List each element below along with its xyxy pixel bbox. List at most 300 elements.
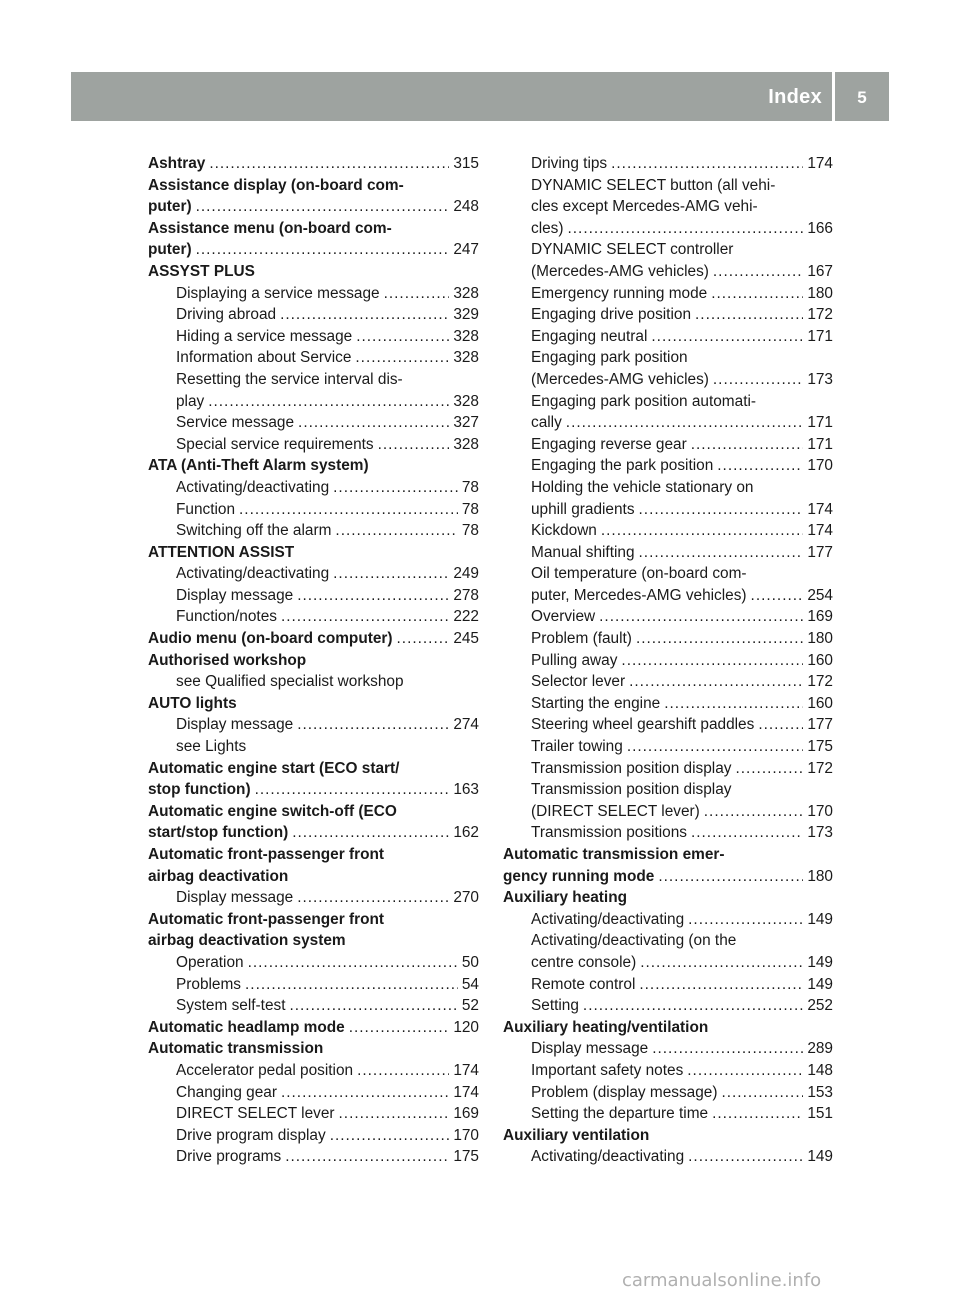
index-entry	[148, 1082, 479, 1104]
index-entry	[148, 477, 479, 499]
page-reference[interactable]: 174	[807, 155, 833, 172]
dot-leader	[751, 585, 804, 607]
index-entry	[503, 499, 833, 521]
dot-leader	[196, 196, 450, 218]
index-entry	[148, 218, 479, 240]
index-entry	[148, 347, 479, 369]
index-entry	[148, 714, 479, 736]
page-reference[interactable]: 120	[453, 1018, 479, 1036]
index-entry	[503, 520, 833, 542]
index-entry-text: Selector lever	[531, 673, 626, 691]
page-reference[interactable]: 177	[807, 716, 833, 734]
page-reference[interactable]: 328	[453, 349, 479, 367]
page-reference[interactable]: 248	[453, 198, 479, 216]
page-reference[interactable]: 172	[807, 673, 833, 691]
index-entry	[503, 542, 833, 564]
index-entry-text: cles)	[531, 219, 564, 237]
page-reference[interactable]: 170	[807, 802, 833, 820]
dot-leader	[717, 455, 803, 477]
index-entry	[148, 542, 479, 564]
index-entry-text: (DIRECT SELECT lever)	[531, 802, 700, 820]
index-entry-text: Engaging reverse gear	[531, 435, 687, 453]
index-entry	[148, 585, 479, 607]
dot-leader	[651, 326, 803, 348]
dot-leader	[255, 779, 450, 801]
page-reference[interactable]: 249	[453, 565, 479, 583]
index-entry-text: uphill gradients	[531, 500, 635, 518]
dot-leader	[658, 866, 803, 888]
dot-leader	[688, 1146, 803, 1168]
dot-leader	[652, 1038, 803, 1060]
page-number: 5	[857, 88, 867, 107]
index-entry-text: Information about Service	[176, 349, 352, 367]
page-reference[interactable]: 78	[461, 478, 479, 496]
index-entry	[503, 650, 833, 672]
page-reference[interactable]: 177	[807, 543, 833, 561]
dot-leader	[691, 822, 803, 844]
index-entry-text: System self-test	[176, 997, 286, 1015]
index-entry	[148, 606, 479, 628]
index-entry	[148, 434, 479, 456]
index-entry-text: Steering wheel gearshift paddles	[531, 716, 755, 734]
page-reference[interactable]: 151	[807, 1105, 833, 1123]
index-entry-text: Remote control	[531, 975, 636, 993]
index-entry	[503, 239, 833, 261]
page-reference[interactable]: 245	[453, 630, 479, 648]
dot-leader	[611, 153, 803, 175]
page-reference[interactable]: 171	[807, 327, 833, 345]
index-entry	[148, 455, 479, 477]
page-reference[interactable]: 160	[807, 651, 833, 669]
index-entry-text: Engaging neutral	[531, 327, 648, 345]
index-entry	[148, 239, 479, 261]
page-reference[interactable]: 327	[453, 414, 479, 432]
index-entry	[148, 175, 479, 197]
page-reference[interactable]: 160	[807, 694, 833, 712]
index-entry	[148, 866, 479, 888]
index-entry-text: Audio menu (on-board computer)	[148, 630, 393, 648]
index-entry	[503, 1125, 833, 1147]
index-column-right	[503, 153, 833, 1168]
index-entry-text: Starting the engine	[531, 694, 661, 712]
index-entry	[148, 369, 479, 391]
index-entry-text: puter)	[148, 198, 192, 216]
index-entry	[503, 952, 833, 974]
index-entry	[503, 1060, 833, 1082]
index-entry	[148, 628, 479, 650]
page-reference[interactable]: 163	[453, 781, 479, 799]
index-entry	[148, 304, 479, 326]
index-entry	[503, 671, 833, 693]
index-entry	[503, 887, 833, 909]
index-entry	[148, 261, 479, 283]
index-entry	[503, 347, 833, 369]
index-entry	[503, 866, 833, 888]
index-entry	[503, 412, 833, 434]
index-entry-text: Switching off the alarm	[176, 522, 332, 540]
index-entry	[503, 391, 833, 413]
index-entry-text: Engaging drive position	[531, 306, 692, 324]
dot-leader	[627, 736, 804, 758]
page-title: Index	[768, 86, 822, 108]
index-entry-text: Display message	[531, 1040, 649, 1058]
dot-leader	[639, 499, 804, 521]
index-entry-text: stop function)	[148, 781, 251, 799]
dot-leader	[356, 326, 449, 348]
index-entry-text: Activating/deactivating	[531, 910, 685, 928]
index-entry	[148, 1060, 479, 1082]
index-entry	[503, 1103, 833, 1125]
page-reference[interactable]: 328	[453, 435, 479, 453]
index-entry-text: Transmission position display	[531, 759, 732, 777]
index-entry-text: Display message	[176, 889, 294, 907]
index-entry-text: Transmission positions	[531, 824, 687, 842]
index-entry	[148, 736, 479, 758]
page-reference[interactable]: 50	[461, 953, 479, 971]
index-entry-text: Problem (fault)	[531, 630, 632, 648]
index-entry	[503, 1146, 833, 1168]
index-entry	[503, 714, 833, 736]
index-entry-text: Operation	[176, 953, 244, 971]
index-entry	[503, 1038, 833, 1060]
dot-leader	[688, 909, 803, 931]
index-entry-text: Pulling away	[531, 651, 618, 669]
dot-leader	[566, 412, 804, 434]
page-reference[interactable]: 173	[807, 824, 833, 842]
index-entry	[503, 779, 833, 801]
dot-leader	[281, 606, 449, 628]
index-entry-text: Function	[176, 500, 236, 518]
index-entry	[503, 930, 833, 952]
index-entry-text: Activating/deactivating	[176, 565, 330, 583]
index-entry	[148, 1017, 479, 1039]
index-entry-text: Automatic front-passenger front	[148, 846, 384, 863]
dot-leader	[640, 952, 803, 974]
page-reference[interactable]: 78	[461, 522, 479, 540]
index-entry	[503, 283, 833, 305]
index-entry	[148, 1103, 479, 1125]
index-entry-text: Activating/deactivating (on the	[531, 932, 737, 950]
index-entry	[148, 153, 479, 175]
page-reference[interactable]: 149	[807, 975, 833, 993]
index-entry-text: Automatic engine start (ECO start/	[148, 759, 400, 777]
index-entry	[503, 261, 833, 283]
page-reference[interactable]: 169	[807, 608, 833, 626]
dot-leader	[297, 714, 449, 736]
dot-leader	[378, 434, 450, 456]
index-entry-text: play	[176, 392, 205, 410]
dot-leader	[664, 693, 803, 715]
page-reference[interactable]: 174	[807, 500, 833, 518]
dot-leader	[621, 650, 803, 672]
dot-leader	[599, 606, 803, 628]
page-reference[interactable]: 149	[807, 1148, 833, 1166]
index-entry-text: Accelerator pedal position	[176, 1061, 354, 1079]
index-entry	[148, 995, 479, 1017]
index-entry	[148, 412, 479, 434]
index-entry-text: Function/notes	[176, 608, 277, 626]
page-reference[interactable]: 329	[453, 306, 479, 324]
index-entry-text: Kickdown	[531, 522, 597, 540]
page-reference[interactable]: 254	[807, 586, 833, 604]
index-entry	[503, 153, 833, 175]
index-entry	[148, 974, 479, 996]
dot-leader	[713, 369, 803, 391]
dot-leader	[639, 542, 804, 564]
index-entry	[148, 887, 479, 909]
index-entry	[503, 693, 833, 715]
index-entry-text: Changing gear	[176, 1083, 277, 1101]
dot-leader	[735, 758, 803, 780]
index-entry-text: see Lights	[176, 738, 247, 756]
index-entry-text: Display message	[176, 586, 294, 604]
index-entry	[148, 563, 479, 585]
dot-leader	[298, 412, 449, 434]
index-entry-text: see Qualified specialist workshop	[176, 673, 404, 691]
dot-leader	[687, 1060, 803, 1082]
page-reference[interactable]: 252	[807, 997, 833, 1015]
dot-leader	[583, 995, 803, 1017]
index-entry-text: Oil temperature (on-board com-	[531, 565, 747, 583]
index-entry	[148, 196, 479, 218]
index-entry	[148, 1038, 479, 1060]
page-reference[interactable]: 328	[453, 392, 479, 410]
index-entry-text: Display message	[176, 716, 294, 734]
index-entry	[503, 218, 833, 240]
index-entry-text: Engaging park position	[531, 349, 688, 367]
page-reference[interactable]: 170	[453, 1126, 479, 1144]
dot-leader	[335, 520, 457, 542]
page-reference[interactable]: 270	[453, 889, 479, 907]
index-column-left	[148, 153, 479, 1168]
dot-leader	[712, 1103, 803, 1125]
index-entry-text: Driving abroad	[176, 306, 277, 324]
page-reference[interactable]: 172	[807, 759, 833, 777]
index-entry	[503, 909, 833, 931]
page-reference[interactable]: 174	[453, 1061, 479, 1079]
page-reference[interactable]: 169	[453, 1105, 479, 1123]
page-reference[interactable]: 148	[807, 1061, 833, 1079]
index-entry-text: cally	[531, 414, 562, 432]
index-entry-text: Hiding a service message	[176, 327, 353, 345]
index-entry-text: puter, Mercedes-AMG vehicles)	[531, 586, 747, 604]
dot-leader	[281, 1082, 449, 1104]
page-reference[interactable]: 222	[453, 608, 479, 626]
index-entry	[148, 779, 479, 801]
index-entry-text: DYNAMIC SELECT button (all vehi-	[531, 176, 776, 194]
dot-leader	[357, 1060, 449, 1082]
index-entry	[503, 801, 833, 823]
index-entry-text: Important safety notes	[531, 1061, 684, 1079]
index-entry-text: Displaying a service message	[176, 284, 380, 302]
index-entry	[148, 1125, 479, 1147]
dot-leader	[639, 974, 803, 996]
page-reference[interactable]: 171	[807, 414, 833, 432]
index-entry-text: start/stop function)	[148, 824, 289, 842]
page-reference[interactable]: 162	[453, 824, 479, 842]
index-entry-text: Engaging park position automati-	[531, 392, 757, 410]
index-entry-text: Authorised workshop	[148, 651, 307, 669]
dot-leader	[339, 1103, 450, 1125]
index-entry	[503, 304, 833, 326]
index-entry-text: Automatic transmission emer-	[503, 846, 725, 863]
dot-leader	[248, 952, 458, 974]
page-reference[interactable]: 171	[807, 435, 833, 453]
index-entry-text: DIRECT SELECT lever	[176, 1105, 335, 1123]
page-reference[interactable]: 180	[807, 284, 833, 302]
index-entry-text: Automatic engine switch-off (ECO	[148, 802, 397, 820]
dot-leader	[292, 822, 449, 844]
page-reference[interactable]: 149	[807, 953, 833, 971]
page-reference[interactable]: 175	[453, 1148, 479, 1166]
index-entry-text: Setting the departure time	[531, 1105, 709, 1123]
index-entry-text: Problems	[176, 975, 242, 993]
index-entry-text: Trailer towing	[531, 738, 623, 756]
page-reference[interactable]: 170	[807, 457, 833, 475]
page-reference[interactable]: 328	[453, 284, 479, 302]
index-entry-text: Assistance display (on-board com-	[148, 176, 404, 194]
index-entry-text: airbag deactivation	[148, 867, 289, 885]
index-entry	[148, 844, 479, 866]
index-entry-text: Service message	[176, 414, 295, 432]
index-entry	[503, 585, 833, 607]
dot-leader	[245, 974, 458, 996]
index-entry-text: ASSYST PLUS	[148, 262, 255, 280]
index-entry-text: Driving tips	[531, 155, 608, 172]
dot-leader	[297, 585, 449, 607]
dot-leader	[691, 434, 804, 456]
index-entry	[503, 822, 833, 844]
header-bar	[71, 72, 889, 121]
index-entry-text: Special service requirements	[176, 435, 374, 453]
dot-leader	[330, 1125, 450, 1147]
page-reference[interactable]: 328	[453, 327, 479, 345]
page-reference[interactable]: 149	[807, 910, 833, 928]
page-reference[interactable]: 180	[807, 867, 833, 885]
page-reference[interactable]: 174	[807, 522, 833, 540]
dot-leader	[349, 1017, 450, 1039]
page-reference[interactable]: 172	[807, 306, 833, 324]
page-reference[interactable]: 54	[461, 975, 479, 993]
index-entry-text: Transmission position display	[531, 781, 732, 799]
index-entry-text: Setting	[531, 997, 579, 1015]
index-entry	[503, 844, 833, 866]
index-entry	[503, 628, 833, 650]
index-entry	[148, 650, 479, 672]
page-reference[interactable]: 78	[461, 500, 479, 518]
page-reference[interactable]: 167	[807, 262, 833, 280]
page-reference[interactable]: 274	[453, 716, 479, 734]
index-entry-text: Ashtray	[148, 155, 206, 172]
dot-leader	[704, 801, 804, 823]
page-reference[interactable]: 173	[807, 370, 833, 388]
page-reference[interactable]: 174	[453, 1083, 479, 1101]
index-entry-text: Holding the vehicle stationary on	[531, 478, 754, 496]
dot-leader	[333, 477, 458, 499]
index-entry	[503, 196, 833, 218]
index-entry-text: Activating/deactivating	[176, 478, 330, 496]
index-entry	[503, 477, 833, 499]
dot-leader	[711, 283, 803, 305]
page-reference[interactable]: 289	[807, 1040, 833, 1058]
dot-leader	[285, 1146, 449, 1168]
dot-leader	[713, 261, 803, 283]
index-entry	[148, 693, 479, 715]
dot-leader	[721, 1082, 803, 1104]
page-reference[interactable]: 153	[807, 1083, 833, 1101]
index-entry	[503, 369, 833, 391]
page-reference[interactable]: 52	[461, 997, 479, 1015]
index-entry-text: Overview	[531, 608, 596, 626]
index-entry	[503, 1017, 833, 1039]
index-entry-text: Resetting the service interval dis-	[176, 370, 403, 388]
index-entry	[503, 326, 833, 348]
page-reference[interactable]: 278	[453, 586, 479, 604]
index-entry	[148, 326, 479, 348]
page-reference[interactable]: 315	[453, 155, 479, 172]
index-entry-text: ATA (Anti-Theft Alarm system)	[148, 457, 369, 475]
index-entry	[148, 499, 479, 521]
watermark: carmanualsonline.info	[622, 1270, 822, 1291]
index-entry-text: Drive program display	[176, 1126, 326, 1144]
index-entry	[503, 455, 833, 477]
index-entry	[148, 520, 479, 542]
dot-leader	[289, 995, 457, 1017]
index-entry	[503, 606, 833, 628]
index-entry-text: airbag deactivation system	[148, 932, 346, 950]
index-entry-text: Automatic headlamp mode	[148, 1018, 345, 1036]
index-entry-text: ATTENTION ASSIST	[148, 543, 295, 561]
dot-leader	[208, 391, 449, 413]
page-reference[interactable]: 180	[807, 630, 833, 648]
index-entry-text: Auxiliary heating/ventilation	[503, 1018, 709, 1036]
index-entry-text: Assistance menu (on-board com-	[148, 219, 392, 237]
index-entry-text: DYNAMIC SELECT controller	[531, 241, 734, 259]
index-entry	[148, 758, 479, 780]
page-reference[interactable]: 175	[807, 738, 833, 756]
page-reference[interactable]: 166	[807, 219, 833, 237]
dot-leader	[629, 671, 803, 693]
index-entry-text: (Mercedes-AMG vehicles)	[531, 262, 709, 280]
page-reference[interactable]: 247	[453, 241, 479, 259]
index-entry	[148, 909, 479, 931]
index-entry	[503, 175, 833, 197]
dot-leader	[601, 520, 803, 542]
index-entry	[148, 801, 479, 823]
index-entry-text: (Mercedes-AMG vehicles)	[531, 370, 709, 388]
index-entry	[503, 974, 833, 996]
index-entry	[148, 1146, 479, 1168]
index-entry	[148, 930, 479, 952]
dot-leader	[397, 628, 450, 650]
index-entry	[503, 563, 833, 585]
dot-leader	[297, 887, 449, 909]
index-entry-text: Problem (display message)	[531, 1083, 718, 1101]
index-entry-text: Emergency running mode	[531, 284, 708, 302]
index-entry	[503, 995, 833, 1017]
index-entry-text: AUTO lights	[148, 694, 237, 712]
dot-leader	[196, 239, 450, 261]
index-entry-text: Auxiliary heating	[503, 889, 628, 907]
dot-leader	[384, 283, 450, 305]
dot-leader	[333, 563, 449, 585]
index-entry-text: Manual shifting	[531, 543, 635, 561]
index-entry	[503, 736, 833, 758]
dot-leader	[239, 499, 458, 521]
index-entry-text: Engaging the park position	[531, 457, 714, 475]
index-entry	[148, 671, 479, 693]
dot-leader	[695, 304, 803, 326]
